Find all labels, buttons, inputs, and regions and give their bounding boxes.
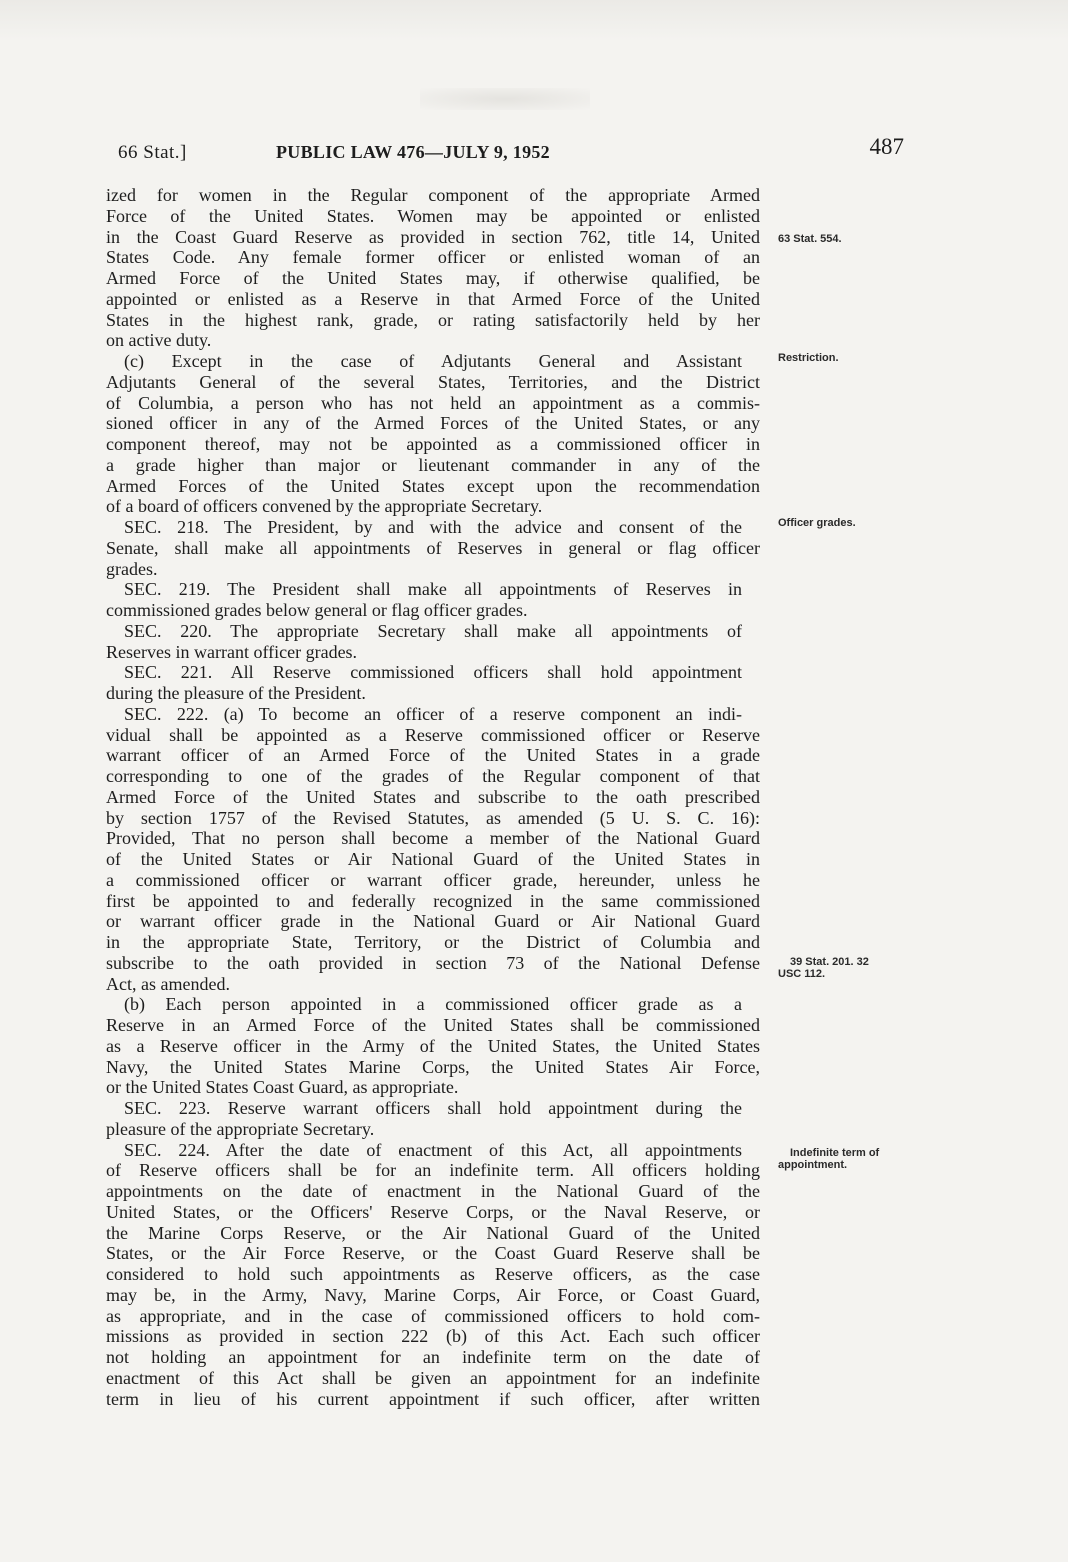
text-line: commissioned grades below general or flag officer grades. [106,600,528,620]
text-line: of Columbia, a person who has not held an appointment as a commis- [106,392,760,413]
page-number: 487 [869,134,904,159]
text-line: SEC. 219. The President shall make all appointments of Reserves in [124,579,742,600]
text-line: missions as provided in section 222 (b) of this Act. Each such officer [106,1326,760,1347]
statute-body-text [106,185,760,1409]
text-line: SEC. 224. After the date of enactment of this Act, all appointments [124,1139,742,1160]
text-line: as appropriate, and in the case of commissioned officers to hold com- [106,1305,760,1326]
text-line: on active duty. [106,330,212,351]
margin-note-restriction: Restriction. [778,352,839,364]
text-line: SEC. 222. (a) To become an officer of a reserve component an indi- [124,703,742,724]
text-line: may be, in the Army, Navy, Marine Corps, Air Force, or Coast Guard, [106,1284,760,1305]
text-line: United States, or the Officers' Reserve Corps, or the Naval Reserve, or [106,1201,760,1222]
text-line: States Code. Any female former officer or enlisted woman of an [106,247,760,268]
scan-edge-shading [0,0,1068,40]
text-line: SEC. 220. The appropriate Secretary shall make all appointments of [124,620,742,641]
text-line: Senate, shall make all appointments of Reserves in general or flag officer [106,537,760,558]
text-line: vidual shall be appointed as a Reserve commissioned officer or Reserve [106,724,760,745]
text-line: Armed Forces of the United States except upon the recommendation [106,475,760,496]
text-line: in the appropriate State, Territory, or the District of Columbia and [106,932,760,952]
page-header [118,134,904,168]
text-line: of Reserve officers shall be for an indefinite term. All officers holding [106,1160,760,1181]
text-line: Provided, That no person shall become a member of the National Guard [106,828,760,849]
text-line: pleasure of the appropriate Secretary. [106,1118,375,1139]
text-line: Reserves in warrant officer grades. [106,641,358,662]
text-line: SEC. 223. Reserve warrant officers shall hold appointment during the [124,1098,742,1118]
text-line: (b) Each person appointed in a commissioned officer grade as a [124,994,742,1015]
text-line: by section 1757 of the Revised Statutes, as amended (5 U. S. C. 16): [106,807,760,828]
margin-note-indefinite-term-line1: Indefinite term of [790,1147,880,1159]
text-line: Act, as amended. [106,973,230,994]
text-line: SEC. 221. All Reserve commissioned officers shall hold appointment [124,662,742,683]
text-line: SEC. 218. The President, by and with the advice and consent of the [124,517,742,537]
text-line: a commissioned officer or warrant officer grade, hereunder, unless he [106,869,760,890]
text-line: not holding an appointment for an indefinite term on the date of [106,1347,760,1367]
text-line: States in the highest rank, grade, or rating satisfactorily held by her [106,309,760,330]
text-line: appointed or enlisted as a Reserve in that Armed Force of the United [106,288,760,309]
text-line: Armed Force of the United States and subscribe to the oath prescribed [106,786,760,807]
volume-reference: 66 Stat.] [118,142,187,163]
margin-note-63-stat-554: 63 Stat. 554. [778,233,842,245]
text-line: the Marine Corps Reserve, or the Air National Guard of the United [106,1222,760,1243]
text-line: ized for women in the Regular component of the appropriate Armed [106,185,760,205]
text-line: Adjutants General of the several States, Territories, and the District [106,371,760,392]
law-title: PUBLIC LAW 476—JULY 9, 1952 [276,142,550,162]
text-line: in the Coast Guard Reserve as provided in section 762, title 14, United [106,226,760,247]
text-line: Force of the United States. Women may be appointed or enlisted [106,205,760,226]
text-line: warrant officer of an Armed Force of the United States in a grade [106,745,760,766]
text-line: a grade higher than major or lieutenant commander in any of the [106,454,760,475]
margin-note-officer-grades: Officer grades. [778,517,856,529]
margin-note-39-stat-201 [778,956,928,980]
text-line: corresponding to one of the grades of the Regular component of that [106,766,760,786]
text-line: grades. [106,558,158,579]
text-line: enactment of this Act shall be given an appointment for an indefinite [106,1367,760,1388]
text-line: or warrant officer grade in the National Guard or Air National Guard [106,911,760,932]
text-line: term in lieu of his current appointment if such officer, after written [106,1388,760,1409]
text-line: component thereof, may not be appointed as a commissioned officer in [106,434,760,454]
margin-note-39-stat-201-line1: 39 Stat. 201. 32 [790,956,869,968]
text-line: appointments on the date of enactment in the National Guard of the [106,1181,760,1201]
text-line: Navy, the United States Marine Corps, the United States Air Force, [106,1056,760,1077]
text-line: or the United States Coast Guard, as appropriate. [106,1077,459,1098]
text-line: subscribe to the oath provided in section 73 of the National Defense [106,952,760,973]
text-line: (c) Except in the case of Adjutants General and Assistant [124,351,742,371]
text-line: of the United States or Air National Guard of the United States in [106,849,760,869]
text-line: Reserve in an Armed Force of the United States shall be commissioned [106,1015,760,1035]
scan-smudge [420,88,590,110]
text-line: considered to hold such appointments as Reserve officers, as the case [106,1264,760,1284]
text-line: Armed Force of the United States may, if otherwise qualified, be [106,268,760,288]
text-line: during the pleasure of the President. [106,683,366,703]
text-line: sioned officer in any of the Armed Forces of the United States, or any [106,413,760,434]
margin-note-39-stat-201-line2: USC 112. [778,968,826,980]
text-line: first be appointed to and federally recognized in the same commissioned [106,890,760,911]
text-line: States, or the Air Force Reserve, or the Coast Guard Reserve shall be [106,1243,760,1264]
margin-note-indefinite-term [778,1147,928,1171]
margin-note-indefinite-term-line2: appointment. [778,1159,848,1171]
text-line: as a Reserve officer in the Army of the United States, the United States [106,1035,760,1056]
text-line: of a board of officers convened by the appropriate Secretary. [106,496,543,517]
